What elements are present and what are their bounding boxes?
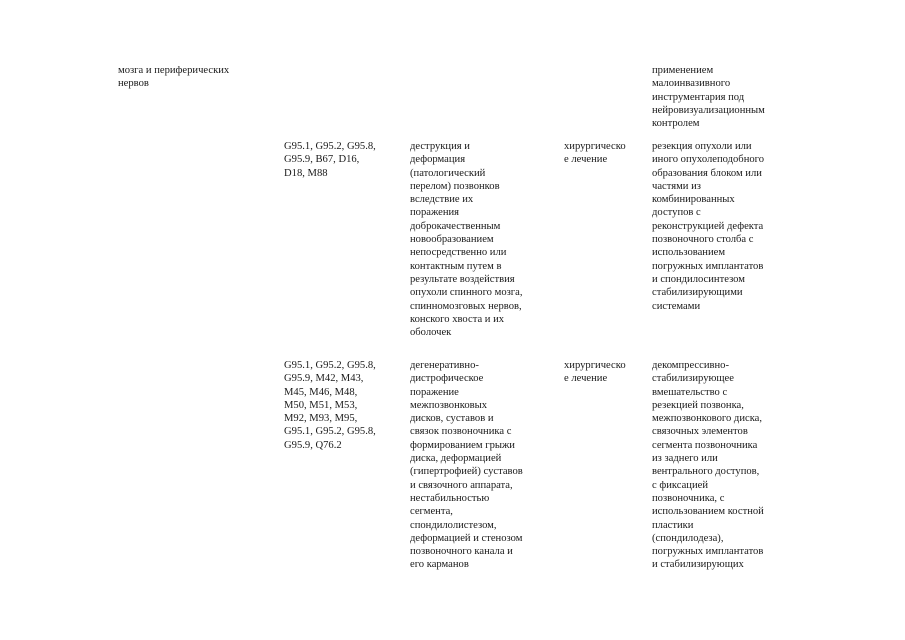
table-cell-diagnosis: деструкция и деформация (патологический перелом) позвонков вследствие их поражения доброкачественным новообразованием непосредственно или контактным путем в результате воздействия опухоли спинного мозга, спинномозговых нервов, конского хвоста и их оболочек (410, 141, 523, 339)
table-cell-method: резекция опухоли или иного опухолеподобного образования блоком или частями из комбинированных доступов с реконструкцией дефекта позвоночного столба с использованием погружных имплантатов и спондилосинтезом стабилизирующими системами (652, 141, 765, 312)
table-cell-treatment-type: хирургическо е лечение (564, 360, 626, 385)
table-cell-diagnosis: дегенеративно- дистрофическое поражение межпозвонковых дисков, суставов и связок позвоночника с формированием грыжи диска, деформацией (гипертрофией) суставов и связочного аппарата, нестабильностью сегмента, спондилолистезом, деформацией и стенозом позвоночного канала и его карманов (410, 360, 523, 571)
table-cell-method: применением малоинвазивного инструментария под нейровизуализационным контролем (652, 65, 765, 130)
table-cell-method: декомпрессивно- стабилизирующее вмешательство с резекцией позвонка, межпозвонкового диска, связочных элементов сегмента позвоночника из заднего или вентрального доступов, с фиксацией позвоночника, с использованием костной пластики (спондилодеза), погружных имплантатов и стабилизирующих (652, 360, 764, 571)
table-cell-icd-codes: G95.1, G95.2, G95.8, G95.9, B67, D16, D18, M88 (284, 141, 376, 179)
table-cell-treatment-type: хирургическо е лечение (564, 141, 626, 166)
table-cell-icd-codes: G95.1, G95.2, G95.8, G95.9, M42, M43, M45, M46, M48, M50, M51, M53, M92, M93, M95, G95.1, G95.2, G95.8, G95.9, Q76.2 (284, 360, 376, 451)
table-cell-nosology: мозга и периферических нервов (118, 65, 230, 90)
